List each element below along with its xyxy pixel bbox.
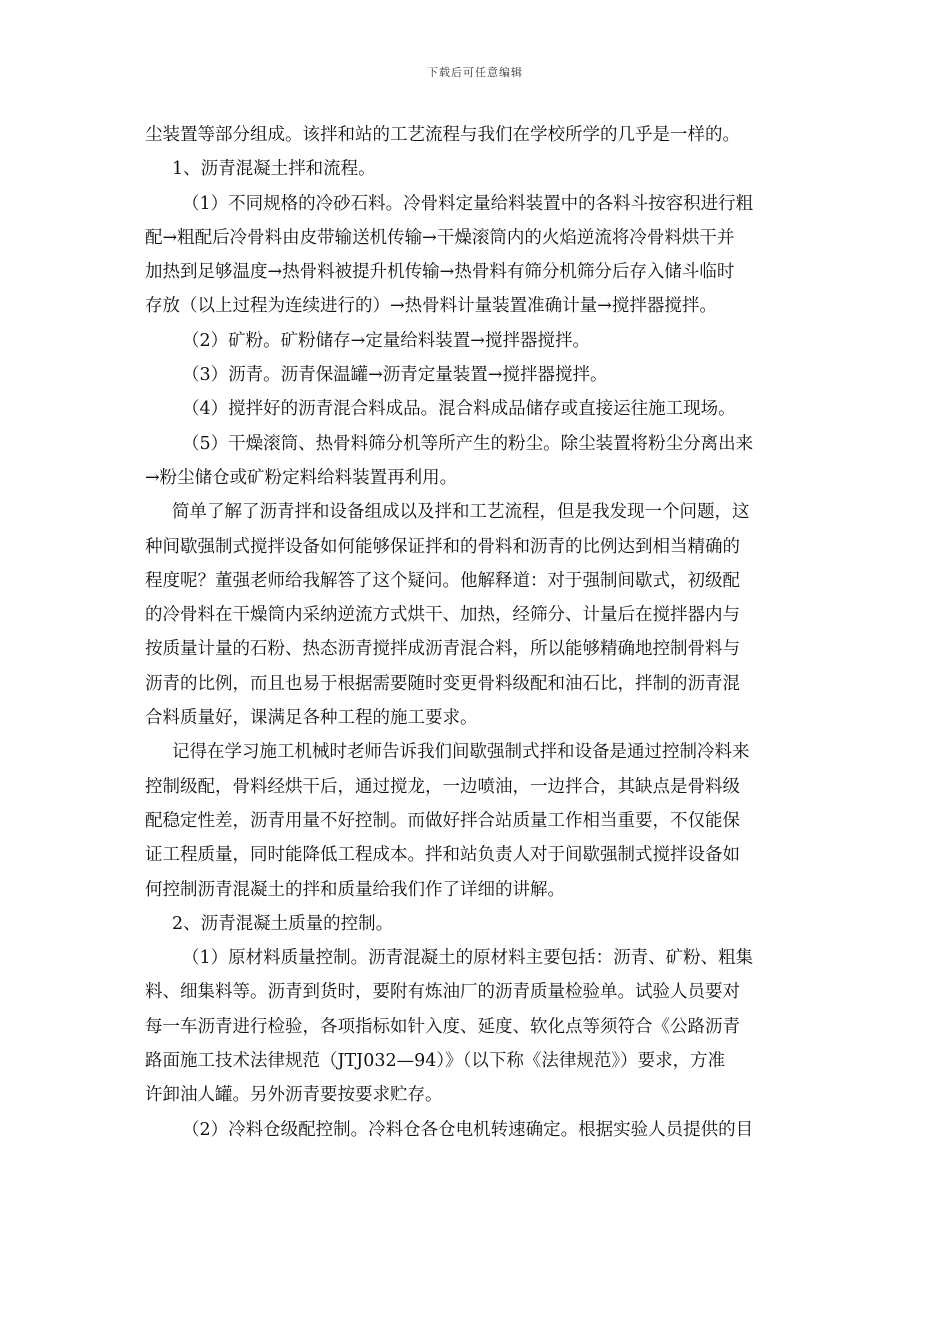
text-line: （3）沥青。沥青保温罐→沥青定量装置→搅拌器搅拌。 [182,365,608,386]
text-line: （2）矿粉。矿粉储存→定量给料装置→搅拌器搅拌。 [182,330,590,351]
text-line: 控制级配，骨料经烘干后，通过搅龙，一边喷油，一边拌合，其缺点是骨料级 [145,776,740,797]
text-line: 配→粗配后冷骨料由皮带输送机传输→干燥滚筒内的火焰逆流将冷骨料烘干并 [145,227,735,248]
text-line: （5）干燥滚筒、热骨料筛分机等所产生的粉尘。除尘装置将粉尘分离出来 [182,433,754,454]
text-line: 料、细集料等。沥青到货时，要附有炼油厂的沥青质量检验单。试验人员要对 [145,982,740,1003]
text-line: 配稳定性差，沥青用量不好控制。而做好拌合站质量工作相当重要，不仅能保 [145,810,740,831]
text-line: →粉尘储仓或矿粉定料给料装置再利用。 [145,467,458,488]
text-line: 何控制沥青混凝土的拌和质量给我们作了详细的讲解。 [145,879,565,900]
text-line: （1）不同规格的冷砂石料。冷骨料定量给料装置中的各料斗按容积进行粗 [182,193,754,214]
text-line: 记得在学习施工机械时老师告诉我们间歇强制式拌和设备是通过控制冷料来 [172,742,750,763]
page-header: 下载后可任意编辑 [427,66,523,79]
text-line: 简单了解了沥青拌和设备组成以及拌和工艺流程，但是我发现一个问题，这 [172,502,750,523]
text-line: 的冷骨料在干燥筒内采纳逆流方式烘干、加热，经筛分、计量后在搅拌器内与 [145,605,740,626]
text-line: 1、沥青混凝土拌和流程。 [172,159,376,180]
text-line: 合料质量好，课满足各种工程的施工要求。 [145,708,478,729]
document-body [145,118,810,1147]
text-line: （1）原材料质量控制。沥青混凝土的原材料主要包括：沥青、矿粉、粗集 [182,948,754,969]
text-line: 种间歇强制式搅拌设备如何能够保证拌和的骨料和沥青的比例达到相当精确的 [145,536,740,557]
text-line: （2）冷料仓级配控制。冷料仓各仓电机转速确定。根据实验人员提供的目 [182,1119,754,1140]
text-line: 按质量计量的石粉、热态沥青搅拌成沥青混合料，所以能够精确地控制骨料与 [145,639,740,660]
text-line: 证工程质量，同时能降低工程成本。拌和站负责人对于间歇强制式搅拌设备如 [145,845,740,866]
text-line: 许卸油人罐。另外沥青要按要求贮存。 [145,1085,443,1106]
text-line: （4）搅拌好的沥青混合料成品。混合料成品储存或直接运往施工现场。 [182,399,736,420]
text-line: 每一车沥青进行检验，各项指标如针入度、延度、软化点等须符合《公路沥青 [145,1016,740,1037]
text-line: 尘装置等部分组成。该拌和站的工艺流程与我们在学校所学的几乎是一样的。 [145,125,740,145]
text-line: 2、沥青混凝土质量的控制。 [172,913,394,934]
text-line: 路面施工技术法律规范（JTJ032—94）》（以下称《法律规范》）要求，方准 [145,1051,726,1072]
text-line: 存放（以上过程为连续进行的）→热骨料计量装置准确计量→搅拌器搅拌。 [145,296,717,317]
text-line: 沥青的比例，而且也易于根据需要随时变更骨料级配和油石比，拌制的沥青混 [145,673,740,694]
text-line: 程度呢？董强老师给我解答了这个疑问。他解释道：对于强制间歇式，初级配 [145,570,740,591]
text-line: 加热到足够温度→热骨料被提升机传输→热骨料有筛分机筛分后存入储斗临时 [145,262,735,283]
